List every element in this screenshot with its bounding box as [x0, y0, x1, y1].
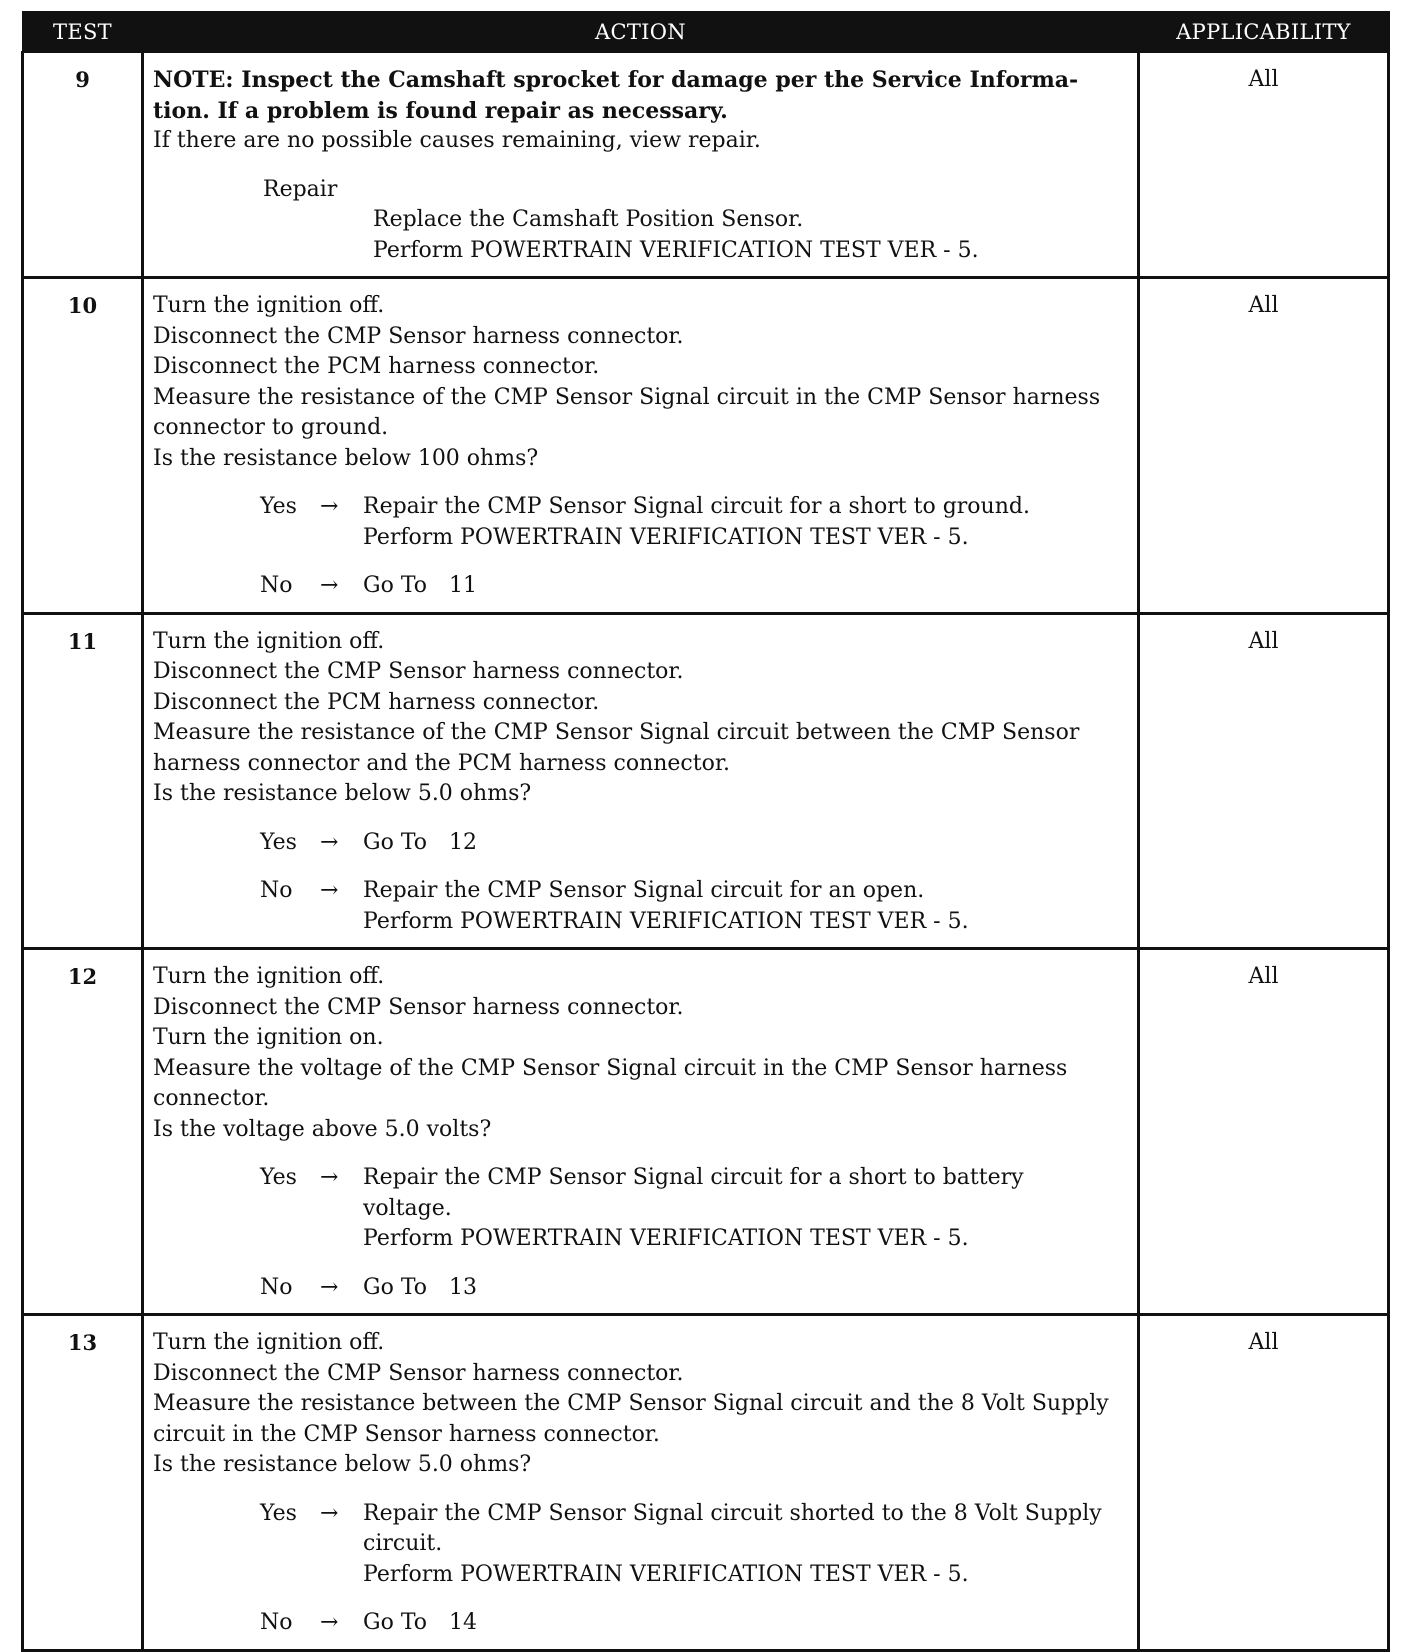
arrow-icon: → — [320, 878, 339, 903]
action-cell — [143, 52, 1139, 278]
step-line: Turn the ignition on. — [153, 1025, 384, 1050]
applicability-value: All — [1139, 52, 1389, 278]
test-number: 10 — [23, 278, 143, 614]
test-row-13 — [23, 1315, 1389, 1651]
header-row — [23, 12, 1389, 52]
header-action: ACTION — [143, 12, 1139, 52]
step-line: harness connector and the PCM harness connector. — [153, 750, 730, 776]
yes-line: Perform POWERTRAIN VERIFICATION TEST VER - 5. — [363, 524, 969, 550]
yes-branch — [153, 828, 1129, 859]
goto-label: Go To — [363, 573, 428, 598]
test-number: 11 — [23, 613, 143, 949]
yes-branch — [153, 492, 1129, 553]
question-line: Is the resistance below 5.0 ohms? — [153, 1452, 532, 1477]
action-cell — [143, 1315, 1139, 1651]
applicability-value: All — [1139, 1315, 1389, 1651]
applicability-value: All — [1139, 613, 1389, 949]
step-line: connector. — [153, 1086, 270, 1111]
step-line: Turn the ignition off. — [153, 1330, 385, 1355]
yes-line: Perform POWERTRAIN VERIFICATION TEST VER - 5. — [363, 1561, 969, 1587]
yes-branch — [153, 1163, 1129, 1255]
note-text — [153, 65, 1129, 126]
repair-line: Replace the Camshaft Position Sensor. — [373, 207, 804, 232]
yes-label: Yes — [260, 494, 297, 519]
yes-line: Repair the CMP Sensor Signal circuit for a short to ground. — [363, 494, 1030, 519]
test-number: 9 — [23, 52, 143, 278]
test-row-9 — [23, 52, 1389, 278]
goto-label: Go To — [363, 1274, 428, 1300]
arrow-icon: → — [320, 1165, 339, 1190]
step-line: Disconnect the CMP Sensor harness connector. — [153, 323, 684, 349]
header-applicability: APPLICABILITY — [1139, 12, 1389, 52]
goto-number: 14 — [449, 1610, 478, 1635]
step-line: Disconnect the CMP Sensor harness connector. — [153, 1360, 684, 1386]
action-cell — [143, 949, 1139, 1315]
no-label: No — [260, 1610, 293, 1635]
goto-label: Go To — [363, 829, 428, 855]
no-branch — [153, 1273, 1129, 1304]
test-number: 13 — [23, 1315, 143, 1651]
step-line: Disconnect the PCM harness connector. — [153, 354, 600, 379]
diagnostic-test-table — [21, 11, 1390, 1652]
step-line: Measure the voltage of the CMP Sensor Signal circuit in the CMP Sensor harness — [153, 1055, 1068, 1081]
step-line: Turn the ignition off. — [153, 964, 385, 989]
yes-line: Repair the CMP Sensor Signal circuit shorted to the 8 Volt Supply — [363, 1500, 1102, 1526]
step-line: Disconnect the PCM harness connector. — [153, 689, 600, 715]
applicability-value: All — [1139, 278, 1389, 614]
step-line: connector to ground. — [153, 415, 389, 440]
test-row-11 — [23, 613, 1389, 949]
arrow-icon: → — [320, 494, 339, 519]
applicability-value: All — [1139, 949, 1389, 1315]
question-line: Is the resistance below 100 ohms? — [153, 445, 539, 471]
step-line: circuit in the CMP Sensor harness connector. — [153, 1421, 660, 1447]
no-label: No — [260, 573, 293, 598]
no-label: No — [260, 1274, 293, 1300]
question-line: Is the voltage above 5.0 volts? — [153, 1116, 492, 1142]
yes-label: Yes — [260, 1165, 297, 1190]
no-branch — [153, 1608, 1129, 1639]
yes-line: Perform POWERTRAIN VERIFICATION TEST VER - 5. — [363, 1226, 969, 1251]
goto-label: Go To — [363, 1610, 428, 1635]
yes-label: Yes — [260, 1500, 297, 1526]
note-line: tion. If a problem is found repair as necessary. — [153, 97, 728, 124]
yes-label: Yes — [260, 829, 297, 855]
question-line: Is the resistance below 5.0 ohms? — [153, 781, 532, 806]
step-line: Turn the ignition off. — [153, 628, 385, 654]
arrow-icon: → — [320, 1274, 339, 1300]
test-number: 12 — [23, 949, 143, 1315]
goto-number: 12 — [449, 829, 478, 855]
arrow-icon: → — [320, 1610, 339, 1635]
yes-line: Repair the CMP Sensor Signal circuit for a short to battery — [363, 1165, 1024, 1190]
arrow-icon: → — [320, 573, 339, 598]
yes-branch — [153, 1499, 1129, 1591]
step-line: Measure the resistance of the CMP Sensor Signal circuit between the CMP Sensor — [153, 720, 1080, 745]
arrow-icon: → — [320, 829, 339, 855]
action-cell — [143, 613, 1139, 949]
note-line: NOTE: Inspect the Camshaft sprocket for damage per the Service Informa- — [153, 67, 1079, 93]
step-line: Measure the resistance of the CMP Sensor Signal circuit in the CMP Sensor harness — [153, 384, 1101, 410]
no-label: No — [260, 878, 293, 903]
step-line: Disconnect the CMP Sensor harness connector. — [153, 659, 684, 684]
repair-line: Perform POWERTRAIN VERIFICATION TEST VER - 5. — [373, 237, 979, 263]
header-test: TEST — [23, 12, 143, 52]
action-cell — [143, 278, 1139, 614]
test-row-10 — [23, 278, 1389, 614]
repair-label: Repair — [263, 176, 338, 202]
step-line: Measure the resistance between the CMP Sensor Signal circuit and the 8 Volt Supply — [153, 1391, 1109, 1416]
step-line: If there are no possible causes remaining, view repair. — [153, 128, 761, 153]
goto-number: 11 — [449, 573, 478, 598]
step-line: Turn the ignition off. — [153, 293, 385, 318]
no-line: Repair the CMP Sensor Signal circuit for an open. — [363, 878, 925, 903]
arrow-icon: → — [320, 1500, 339, 1526]
goto-number: 13 — [449, 1274, 478, 1300]
test-row-12 — [23, 949, 1389, 1315]
no-branch — [153, 571, 1129, 602]
no-branch — [153, 876, 1129, 937]
no-line: Perform POWERTRAIN VERIFICATION TEST VER - 5. — [363, 908, 969, 934]
yes-line: voltage. — [363, 1195, 452, 1221]
step-line: Disconnect the CMP Sensor harness connector. — [153, 994, 684, 1020]
yes-line: circuit. — [363, 1531, 443, 1556]
